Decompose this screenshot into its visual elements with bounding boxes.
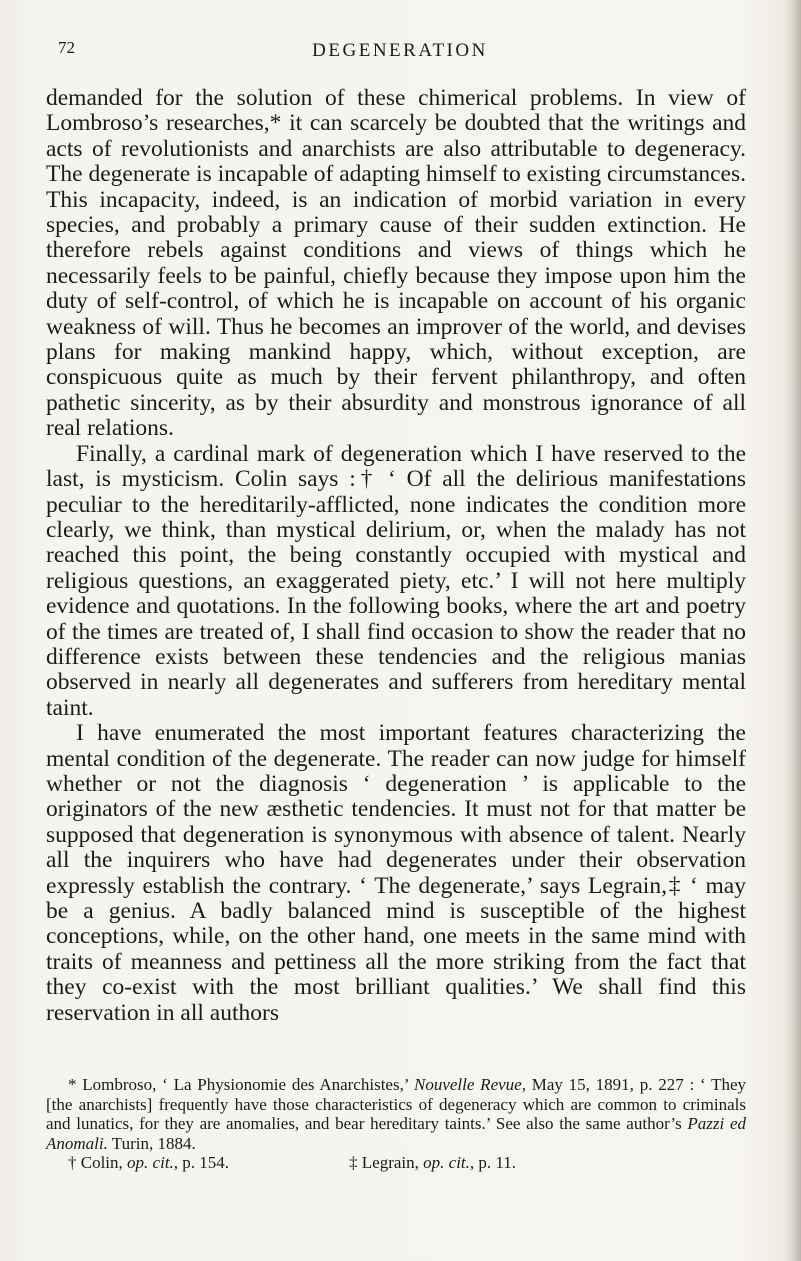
- page-header: [40, 32, 760, 62]
- footnote-journal-title: Nouvelle Revue: [414, 1075, 522, 1094]
- body-text: [46, 86, 746, 1026]
- footnote-legrain: ‡ Legrain, op. cit., p. 11.: [349, 1153, 517, 1172]
- footnote-lombroso: * Lombroso, ‘ La Physionomie des Anarchistes,’ Nouvelle Revue, May 15, 1891, p. 227 : ‘ They [the anarchists] frequently have those characteristics of degeneracy which are common to criminals and lunatics, for they are anomalies, and bear hereditary taints.’ See also the same author’s Pazzi ed Anomali. Turin, 1884.: [46, 1075, 747, 1153]
- running-head: DEGENERATION: [312, 40, 488, 61]
- footnotes: [46, 1075, 746, 1173]
- footnote-book-title: Pazzi ed Anomali.: [46, 1114, 746, 1153]
- paragraph-features: I have enumerated the most important features characterizing the mental condition of the degenerate. The reader can now judge for himself whether or not the diagnosis ‘ degeneration ’ is applicable to the originators of the new æsthetic tendencies. It must not for that matter be supposed that degeneration is synonymous with absence of talent. Nearly all the inquirers who have had degenerates under their observation expressly establish the contrary. ‘ The degenerate,’ says Legrain,‡ ‘ may be a genius. A badly balanced mind is susceptible of the highest conceptions, while, on the other hand, one meets in the same mind with traits of meanness and pettiness all the more striking from the fact that they co-exist with the most brilliant qualities.’ We shall find this reservation in all authors: [46, 720, 746, 1026]
- footnote-row: [46, 1153, 746, 1173]
- paragraph-revolutionists: demanded for the solution of these chimerical problems. In view of Lombroso’s researches,* it can scarcely be doubted that the writings and acts of revolutionists and anarchists are also attributable to degeneracy. The degenerate is incapable of adapting himself to existing circumstances. This incapacity, indeed, is an indication of morbid variation in every species, and probably a primary cause of their sudden extinction. He therefore rebels against conditions and views of things which he necessarily feels to be painful, chiefly because they impose upon him the duty of self-control, of which he is incapable on account of his organic weakness of will. Thus he becomes an improver of the world, and devises plans for making mankind happy, which, without exception, are conspicuous quite as much by their fervent philanthropy, and often pathetic sincerity, as by their absurdity and monstrous ignorance of all real relations.: [46, 85, 746, 442]
- page-number: 72: [58, 38, 75, 57]
- paragraph-mysticism: Finally, a cardinal mark of degeneration which I have reserved to the last, is mysticism. Colin says :† ‘ Of all the delirious manifestations peculiar to the hereditarily-afflicted, none indicates the condition more clearly, we think, than mystical delirium, or, when the malady has not reached this point, the being constantly occupied with mystical and religious questions, an exaggerated piety, etc.’ I will not here multiply evidence and quotations. In the following books, where the art and poetry of the times are treated of, I shall find occasion to show the reader that no difference exists between these tendencies and the religious manias observed in nearly all degenerates and sufferers from hereditary mental taint.: [46, 440, 746, 721]
- footnote-colin: † Colin, op. cit., p. 154.: [68, 1153, 230, 1172]
- page-edge-shadow: [783, 0, 801, 1261]
